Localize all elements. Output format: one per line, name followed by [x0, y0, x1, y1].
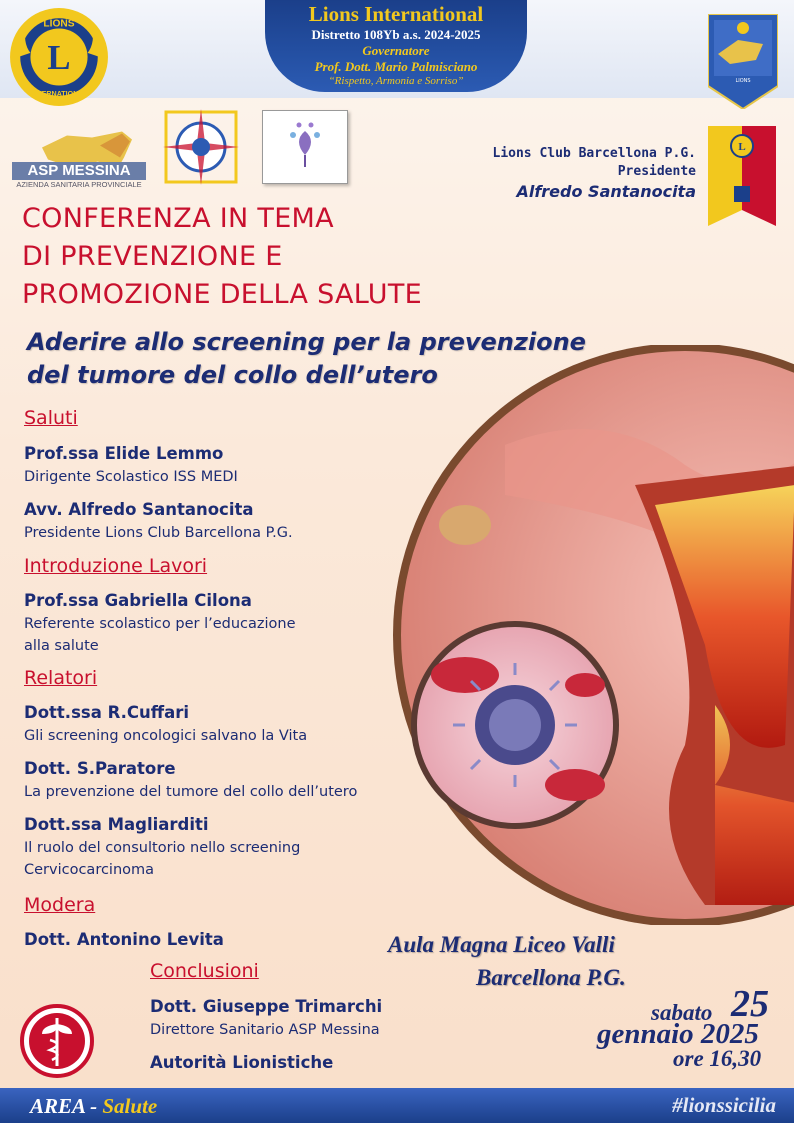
uterus-illustration-icon [385, 345, 794, 925]
speaker-name: Dott. Antonino Levita [24, 930, 224, 949]
date-month-year: gennaio 2025 [597, 1018, 759, 1050]
speaker-role: Direttore Sanitario ASP Messina [150, 1022, 380, 1038]
svg-text:LIONS: LIONS [43, 18, 75, 30]
date-time: ore 16,30 [673, 1046, 762, 1071]
svg-text:LIONS: LIONS [735, 78, 751, 84]
asp-subtitle: AZIENDA SANITARIA PROVINCIALE [16, 180, 142, 189]
venue-line1: Aula Magna Liceo Valli [388, 932, 615, 957]
section-saluti: Saluti [24, 407, 78, 429]
club-president-role: Presidente [617, 164, 696, 179]
svg-text:INTERNATIONAL: INTERNATIONAL [30, 89, 88, 98]
club-president-name: Alfredo Santanocita [516, 182, 696, 201]
date-day: 25 [731, 983, 769, 1025]
main-title-line3: PROMOZIONE DELLA SALUTE [22, 279, 423, 310]
speaker-name: Prof.ssa Elide Lemmo [24, 444, 224, 463]
speaker-name: Avv. Alfredo Santanocita [24, 500, 254, 519]
speaker-role: La prevenzione del tumore del collo dell’utero [24, 784, 358, 800]
club-pennant-icon [708, 126, 776, 234]
subtitle-line1: Aderire allo screening per la prevenzione [27, 328, 586, 356]
club-name-line: Lions Club Barcellona P.G. [492, 146, 696, 161]
school-emblem-icon [158, 104, 244, 190]
district-pennant-icon [708, 14, 778, 109]
section-modera: Modera [24, 894, 96, 916]
speaker-name: Dott. S.Paratore [24, 759, 176, 778]
caduceus-icon [20, 1004, 94, 1078]
governor-role: Governatore [362, 43, 430, 58]
footer-area-label: AREA [30, 1094, 85, 1118]
section-relatori: Relatori [24, 667, 98, 689]
speaker-role: Dirigente Scolastico ISS MEDI [24, 469, 238, 485]
speaker-role: Cervicocarcinoma [24, 862, 155, 878]
svg-text:L: L [738, 141, 746, 153]
org-title: Lions International [308, 2, 484, 26]
motto: “Rispetto, Armonia e Sorriso” [328, 75, 464, 87]
footer-hashtag: #lionssicilia [672, 1093, 776, 1117]
lions-emblem-icon [8, 6, 110, 108]
asp-name: ASP MESSINA [12, 162, 146, 180]
speaker-name: Dott.ssa R.Cuffari [24, 703, 190, 722]
speaker-role: Presidente Lions Club Barcellona P.G. [24, 525, 293, 541]
main-title [22, 200, 422, 314]
svg-text:L: L [47, 38, 71, 78]
speaker-name: Dott.ssa Magliarditi [24, 815, 209, 834]
speaker-name: Dott. Giuseppe Trimarchi [150, 997, 383, 1016]
main-title-line2: DI PREVENZIONE E [22, 241, 283, 272]
section-conclusioni: Conclusioni [150, 960, 259, 982]
footer-area [30, 1094, 157, 1119]
speaker-role: alla salute [24, 638, 99, 654]
speaker-name: Autorità Lionistiche [150, 1053, 334, 1072]
speaker-role: Il ruolo del consultorio nello screening [24, 840, 301, 856]
footer-separator: - [90, 1094, 98, 1118]
speaker-name: Prof.ssa Gabriella Cilona [24, 591, 252, 610]
date-weekday: sabato [651, 1000, 713, 1025]
venue-line2: Barcellona P.G. [476, 965, 626, 990]
header-title-box [265, 0, 527, 92]
medi-logo-icon [262, 110, 348, 184]
subtitle-line2: del tumore del collo dell’utero [27, 361, 438, 389]
section-introduzione: Introduzione Lavori [24, 555, 208, 577]
district-label: Distretto 108Yb a.s. 2024-2025 [311, 27, 481, 42]
main-title-line1: CONFERENZA IN TEMA [22, 203, 334, 234]
speaker-role: Gli screening oncologici salvano la Vita [24, 728, 308, 744]
footer-topic: Salute [102, 1094, 158, 1118]
governor-name: Prof. Dott. Mario Palmisciano [314, 59, 478, 74]
speaker-role: Referente scolastico per l’educazione [24, 616, 296, 632]
